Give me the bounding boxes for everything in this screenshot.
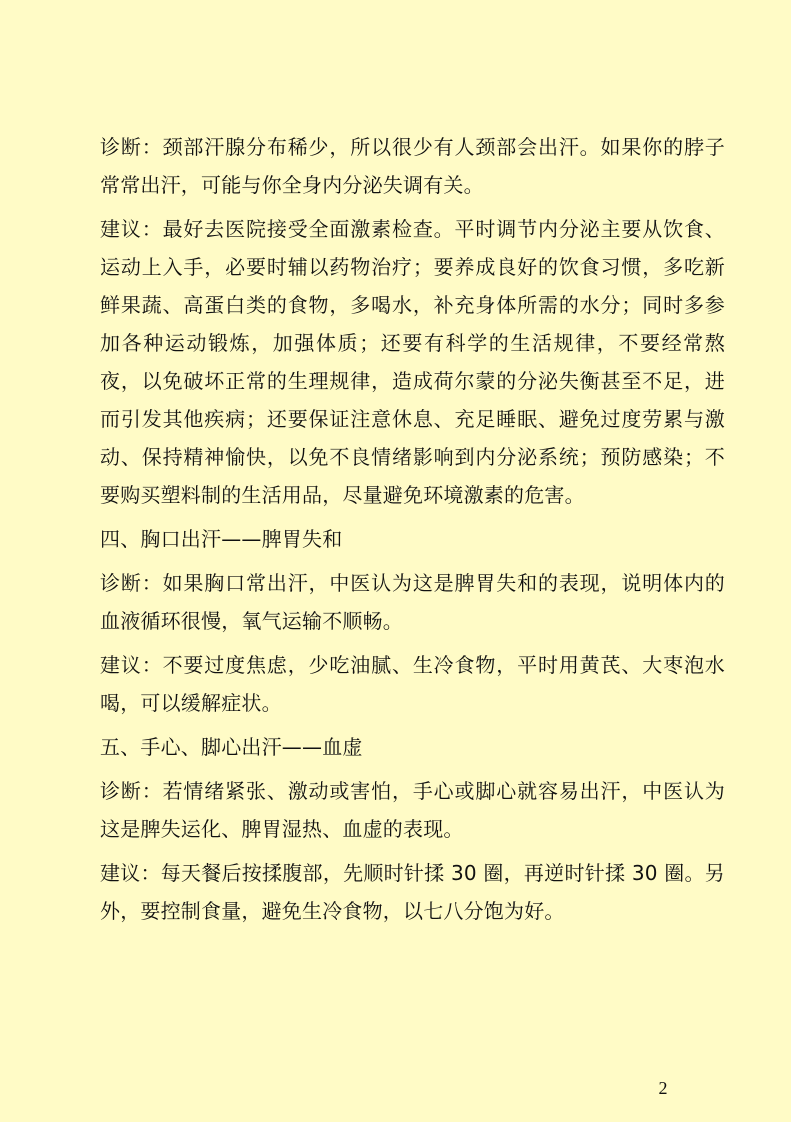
diagnosis-chest-paragraph: 诊断：如果胸口常出汗，中医认为这是脾胃失和的表现，说明体内的血液循环很慢，氧气运输不顺畅。 [100, 571, 725, 633]
diagnosis-hands-feet-paragraph: 诊断：若情绪紧张、激动或害怕，手心或脚心就容易出汗，中医认为这是脾失运化、脾胃湿热、血虚的表现。 [100, 779, 725, 841]
diagnosis-neck-paragraph: 诊断：颈部汗腺分布稀少，所以很少有人颈部会出汗。如果你的脖子常常出汗，可能与你全身内分泌失调有关。 [100, 135, 725, 197]
advice-hands-feet-paragraph: 建议：每天餐后按揉腹部，先顺时针揉 30 圈，再逆时针揉 30 圈。另外，要控制食量，避免生冷食物，以七八分饱为好。 [100, 861, 725, 923]
page-number: 2 [658, 1078, 668, 1098]
advice-chest-paragraph: 建议：不要过度焦虑，少吃油腻、生冷食物，平时用黄芪、大枣泡水喝，可以缓解症状。 [100, 653, 725, 715]
section-heading-hands-feet: 五、手心、脚心出汗——血虚 [100, 735, 363, 759]
section-heading-chest: 四、胸口出汗——脾胃失和 [100, 527, 343, 551]
page-content [100, 128, 725, 936]
advice-neck-paragraph: 建议：最好去医院接受全面激素检查。平时调节内分泌主要从饮食、运动上入手，必要时辅以药物治疗；要养成良好的饮食习惯，多吃新鲜果蔬、高蛋白类的食物，多喝水，补充身体所需的水分；同时多参加各种运动锻炼，加强体质；还要有科学的生活规律，不要经常熬夜，以免破坏正常的生理规律，造成荷尔蒙的分泌失衡甚至不足，进而引发其他疾病；还要保证注意休息、充足睡眠、避免过度劳累与激动、保持精神愉快，以免不良情绪影响到内分泌系统；预防感染；不要购买塑料制的生活用品，尽量避免环境激素的危害。 [100, 217, 725, 507]
